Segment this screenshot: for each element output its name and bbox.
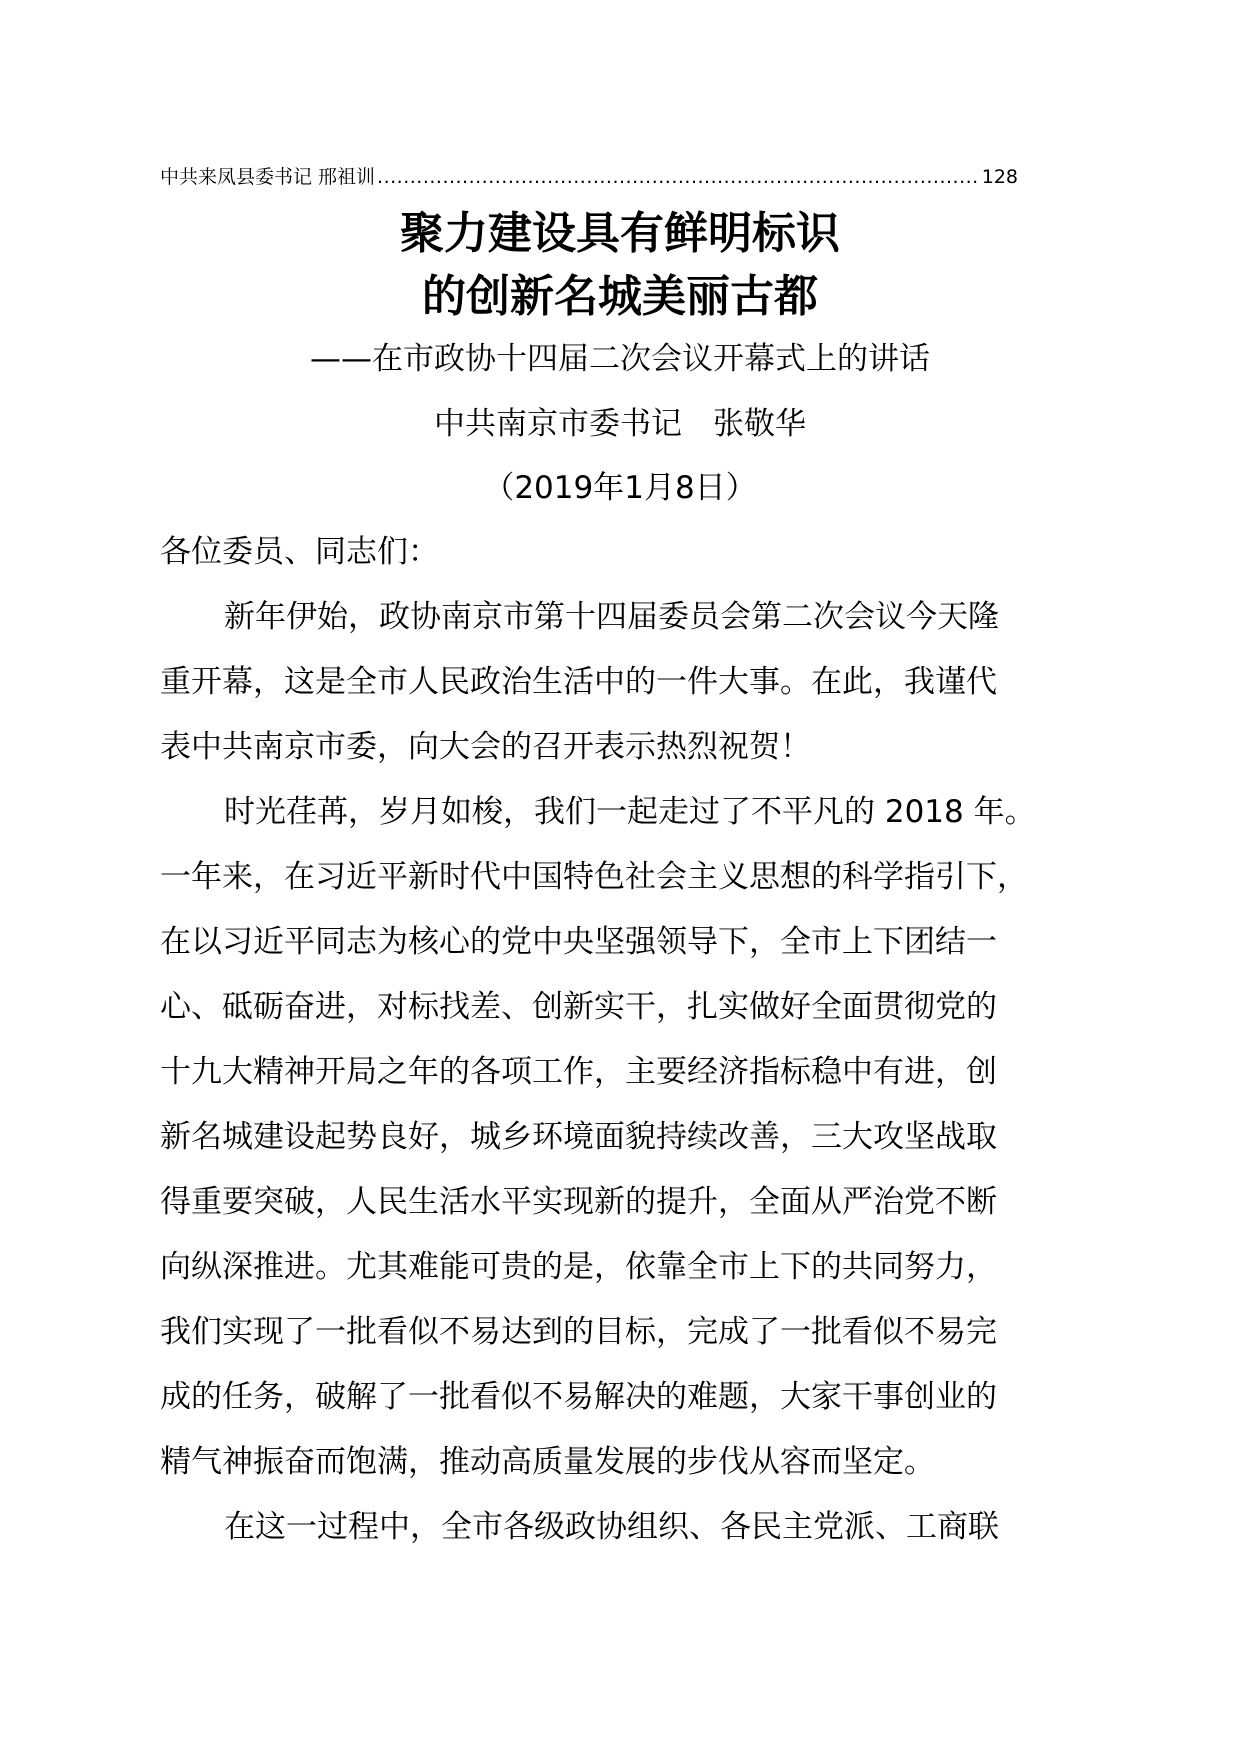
paragraph-line: 精气神振奋而饱满，推动高质量发展的步伐从容而坚定。	[160, 1444, 935, 1480]
speech-date: （2019年1月8日）	[483, 470, 757, 506]
paragraph-line: 我们实现了一批看似不易达到的目标，完成了一批看似不易完	[160, 1314, 997, 1350]
paragraph-line: 得重要突破，人民生活水平实现新的提升，全面从严治党不断	[160, 1184, 997, 1220]
paragraph-line: 在以习近平同志为核心的党中央坚强领导下，全市上下团结一	[160, 924, 997, 960]
paragraph-line: 新年伊始，政协南京市第十四届委员会第二次会议今天隆	[224, 599, 999, 635]
toc-page-number: 128	[981, 166, 1018, 188]
paragraph-line: 十九大精神开局之年的各项工作，主要经济指标稳中有进，创	[160, 1054, 997, 1090]
toc-leader-dots	[377, 165, 980, 189]
paragraph-line: 一年来，在习近平新时代中国特色社会主义思想的科学指引下，	[160, 859, 1028, 895]
salutation: 各位委员、同志们：	[160, 534, 439, 570]
toc-entry[interactable]	[160, 165, 1018, 189]
author-line: 中共南京市委书记 张敬华	[434, 406, 806, 442]
paragraph-line: 心、砥砺奋进，对标找差、创新实干，扎实做好全面贯彻党的	[160, 989, 997, 1025]
paragraph-line: 新名城建设起势良好，城乡环境面貌持续改善，三大攻坚战取	[160, 1119, 997, 1155]
paragraph-line: 表中共南京市委，向大会的召开表示热烈祝贺！	[160, 729, 811, 765]
toc-entry-label: 中共来凤县委书记 邢祖训	[160, 166, 376, 188]
paragraph-line: 向纵深推进。尤其难能可贵的是，依靠全市上下的共同努力，	[160, 1249, 997, 1285]
page-title-line-1: 聚力建设具有鲜明标识	[400, 208, 840, 259]
paragraph-line: 成的任务，破解了一批看似不易解决的难题，大家干事创业的	[160, 1379, 997, 1415]
subtitle: ——在市政协十四届二次会议开幕式上的讲话	[310, 341, 930, 377]
paragraph-2	[160, 780, 1120, 1495]
page-title-line-2: 的创新名城美丽古都	[422, 271, 818, 322]
paragraph-line: 时光荏苒，岁月如梭，我们一起走过了不平凡的 2018 年。	[224, 794, 1036, 830]
paragraph-line: 在这一过程中，全市各级政协组织、各民主党派、工商联	[224, 1509, 999, 1545]
paragraph-3	[160, 1495, 1120, 1560]
paragraph-line: 重开幕，这是全市人民政治生活中的一件大事。在此，我谨代	[160, 664, 997, 700]
paragraph-1	[160, 585, 1120, 780]
